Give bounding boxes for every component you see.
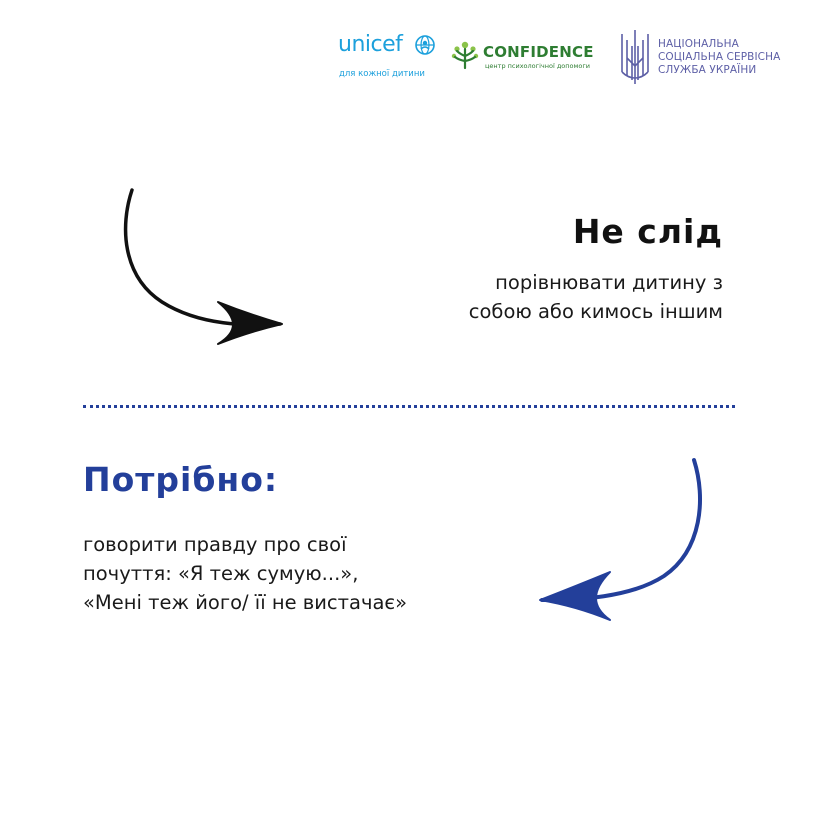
not-body	[323, 268, 723, 326]
need-body-line: почуття: «Я теж сумую...»,	[83, 562, 359, 585]
unicef-tagline: для кожної дитини	[339, 69, 425, 79]
not-body-line: собою або кимось іншим	[468, 300, 723, 323]
blue-arrow-icon	[534, 454, 714, 626]
need-body-line: говорити правду про свої	[83, 533, 347, 556]
unicef-wordmark: unicef	[338, 32, 403, 57]
need-title: Потрібно:	[83, 460, 279, 499]
nssu-emblem-icon	[618, 28, 652, 86]
nssu-name-line: НАЦІОНАЛЬНА	[658, 38, 739, 50]
unicef-globe-icon	[414, 34, 436, 56]
confidence-tree-icon	[450, 40, 480, 70]
dotted-divider	[83, 405, 735, 408]
need-body-line: «Мені теж його/ її не вистачає»	[83, 591, 408, 614]
nssu-name	[658, 38, 780, 77]
need-body	[83, 530, 523, 617]
confidence-wordmark: CONFIDENCE	[483, 43, 594, 61]
confidence-tagline: центр психологічної допомоги	[485, 62, 591, 70]
nssu-logo	[618, 28, 798, 86]
confidence-logo	[450, 38, 602, 74]
nssu-name-line: СЛУЖБА УКРАЇНИ	[658, 64, 757, 76]
nssu-name-line: СОЦІАЛЬНА СЕРВІСНА	[658, 51, 781, 63]
unicef-logo	[338, 32, 440, 82]
not-body-line: порівнювати дитину з	[495, 271, 723, 294]
black-arrow-icon	[118, 186, 290, 348]
not-title: Не слід	[572, 212, 723, 251]
